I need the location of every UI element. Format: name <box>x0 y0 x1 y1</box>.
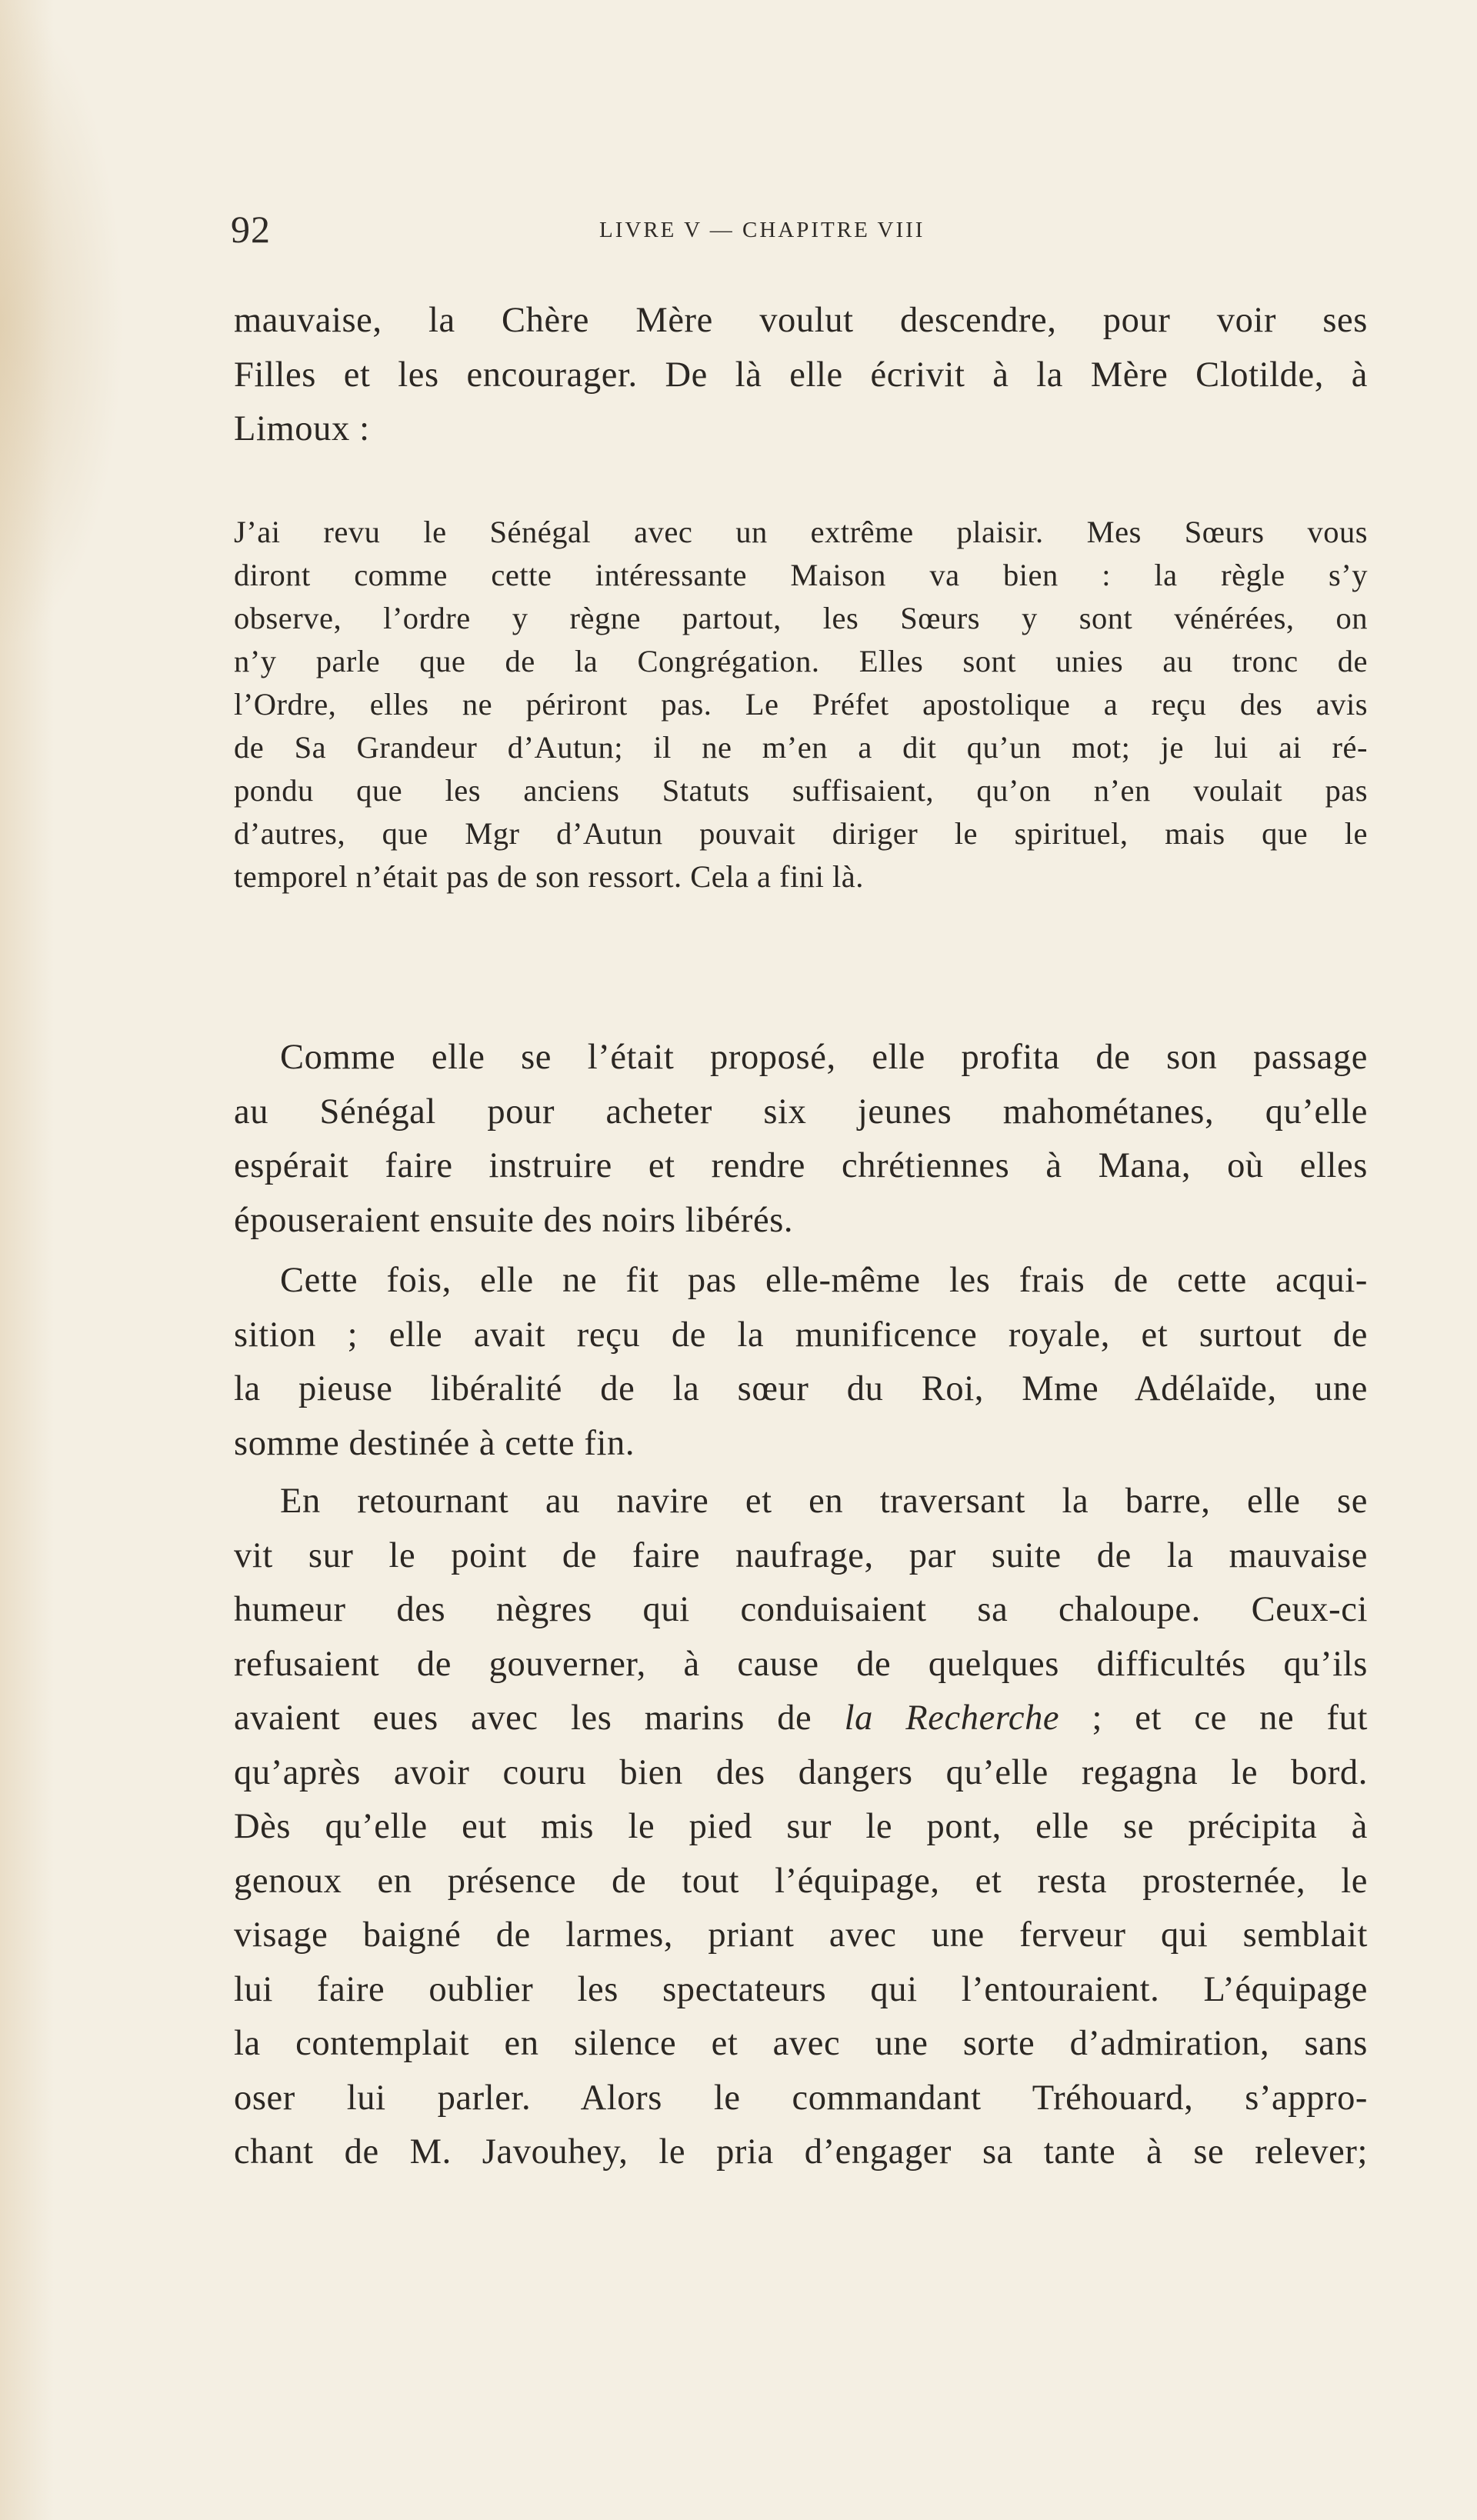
text-line: au Sénégal pour acheter six jeunes mahométanes, qu’elle <box>234 1092 1368 1132</box>
quote-line: temporel n’était pas de son ressort. Cela a fini là. <box>234 859 864 894</box>
text-line: Filles et les encourager. De là elle écrivit à la Mère Clotilde, à <box>234 355 1368 395</box>
paragraph-2 <box>234 1031 1368 1248</box>
text-line: chant de M. Javouhey, le pria d’engager sa tante à se relever; <box>234 2132 1368 2172</box>
text-line: oser lui parler. Alors le commandant Tréhouard, s’appro- <box>234 2078 1368 2118</box>
running-title: LIVRE V — CHAPITRE VIII <box>599 218 925 242</box>
quote-line: pondu que les anciens Statuts suffisaient, qu’on n’en voulait pas <box>234 773 1368 808</box>
page-number: 92 <box>231 208 271 251</box>
page-header <box>231 206 1368 252</box>
text-line: humeur des nègres qui conduisaient sa chaloupe. Ceux-ci <box>234 1590 1368 1629</box>
quote-line: d’autres, que Mgr d’Autun pouvait diriger le spirituel, mais que le <box>234 816 1368 851</box>
text-line: épouseraient ensuite des noirs libérés. <box>234 1200 794 1240</box>
text-line: somme destinée à cette fin. <box>234 1423 635 1463</box>
paragraph-4 <box>234 1475 1368 2180</box>
text-line: refusaient de gouverner, à cause de quelques difficultés qu’ils <box>234 1644 1368 1684</box>
text-line: la pieuse libéralité de la sœur du Roi, Mme Adélaïde, une <box>234 1369 1368 1408</box>
text-line: sition ; elle avait reçu de la munificence royale, et surtout de <box>234 1315 1368 1355</box>
text-line: Cette fois, elle ne fit pas elle-même les frais de cette acqui- <box>280 1261 1368 1300</box>
paragraph-3 <box>234 1254 1368 1471</box>
paragraph-1 <box>234 294 1368 457</box>
quote-line: de Sa Grandeur d’Autun; il ne m’en a dit qu’un mot; je lui ai ré- <box>234 730 1368 765</box>
text-line: la contemplait en silence et avec une sorte d’admiration, sans <box>234 2024 1368 2063</box>
text-line: vit sur le point de faire naufrage, par suite de la mauvaise <box>234 1535 1368 1575</box>
text-line-with-ship-name <box>234 1692 1368 1746</box>
text-line: qu’après avoir couru bien des dangers qu’elle regagna le bord. <box>234 1752 1368 1792</box>
text-fragment: avaient eues avec les marins de <box>234 1698 845 1738</box>
text-line: En retournant au navire et en traversant la barre, elle se <box>280 1482 1368 1521</box>
text-line: visage baigné de larmes, priant avec une ferveur qui semblait <box>234 1915 1368 1955</box>
text-line: Comme elle se l’était proposé, elle profita de son passage <box>280 1038 1368 1077</box>
ship-name: la Recherche <box>844 1698 1060 1738</box>
letter-quote <box>234 511 1368 898</box>
text-line: espérait faire instruire et rendre chrétiennes à Mana, où elles <box>234 1146 1368 1185</box>
text-fragment: ; et ce ne fut <box>1059 1698 1368 1738</box>
quote-line: n’y parle que de la Congrégation. Elles sont unies au tronc de <box>234 644 1368 678</box>
text-line: genoux en présence de tout l’équipage, et resta prosternée, le <box>234 1861 1368 1901</box>
quote-line: diront comme cette intéressante Maison va bien : la règle s’y <box>234 558 1368 592</box>
quote-line: observe, l’ordre y règne partout, les Sœurs y sont vénérées, on <box>234 601 1368 635</box>
text-line: Limoux : <box>234 409 370 448</box>
quote-line: J’ai revu le Sénégal avec un extrême plaisir. Mes Sœurs vous <box>234 515 1368 549</box>
quote-line: l’Ordre, elles ne périront pas. Le Préfet apostolique a reçu des avis <box>234 687 1368 722</box>
text-line: mauvaise, la Chère Mère voulut descendre, pour voir ses <box>234 301 1368 340</box>
text-line: Dès qu’elle eut mis le pied sur le pont, elle se précipita à <box>234 1807 1368 1846</box>
text-line: lui faire oublier les spectateurs qui l’entouraient. L’équipage <box>234 1969 1368 2009</box>
